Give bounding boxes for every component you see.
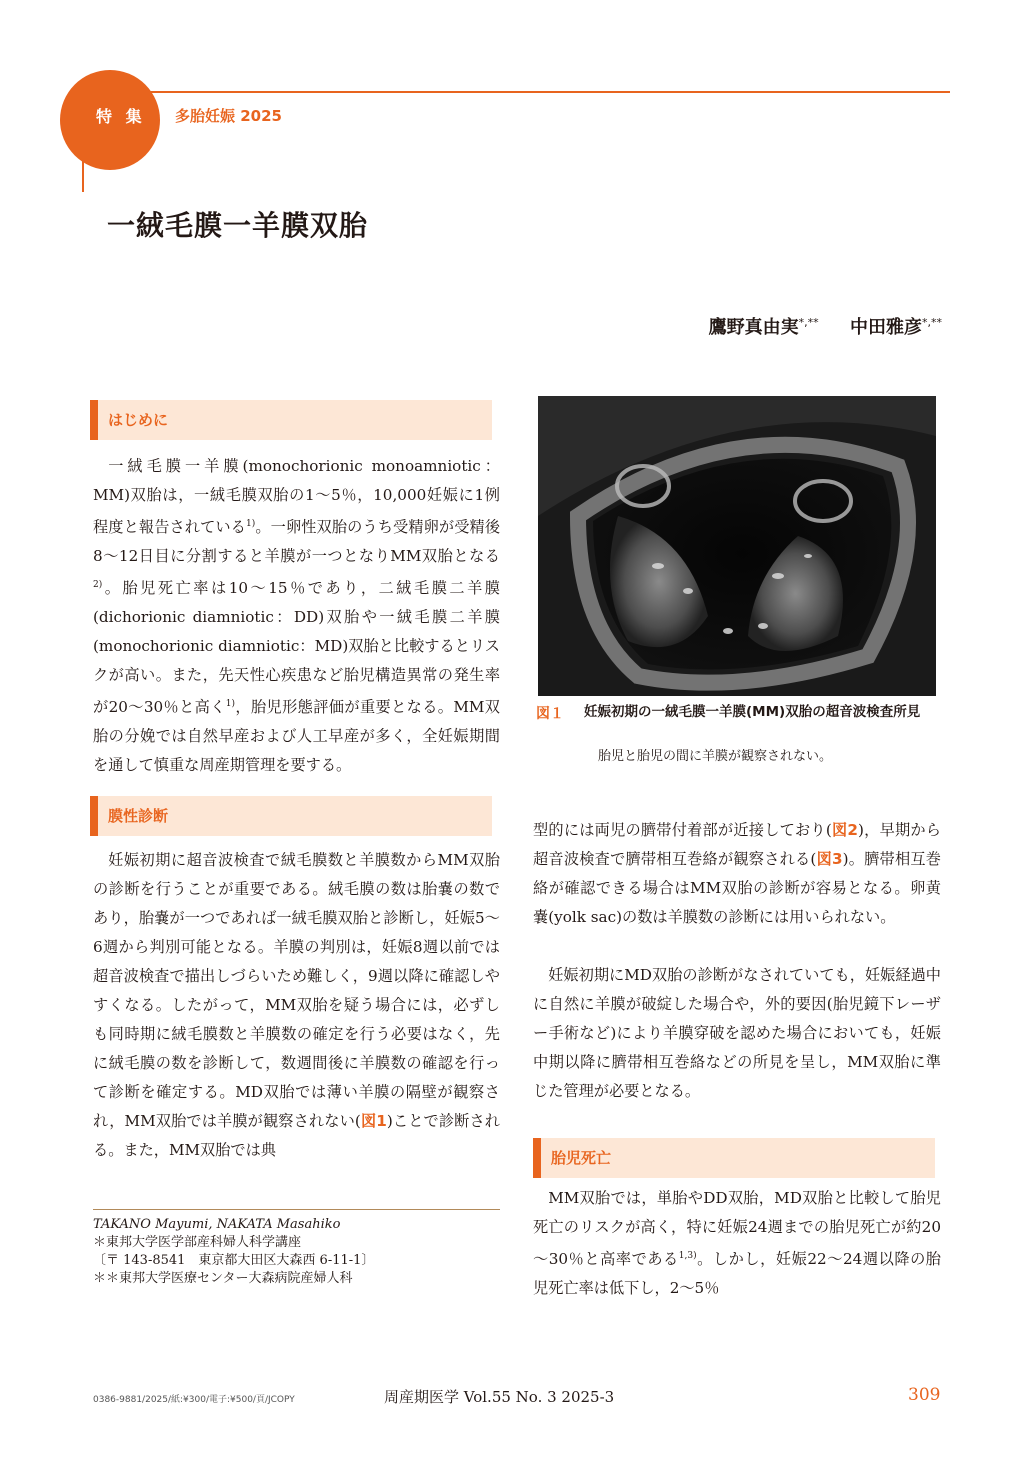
figure-ref-link[interactable]: 図2: [831, 821, 858, 839]
intro-paragraph: 一絨毛膜一羊膜(monochorionic monoamniotic：MM)双胎は，一絨毛膜双胎の1～5％，10,000妊娠に1例程度と報告されている$^{1)}$。一卵性双胎のうち受精卵が受精後8～12日目に分割すると羊膜が一つとなりMM双胎となる$^{2)}$。胎児死亡率は10～15％であり，二絨毛膜二羊膜(dichorionic diamniotic：DD)双胎や一絨毛膜二羊膜(monochorionic diamniotic：MD)双胎と比較するとリスクが高い。また，先天性心疾患など胎児構造異常の発生率が20～30％と高く$^{1)}$，胎児形態評価が重要となる。MM双胎の分娩では自然早産および人工早産が多く，全妊娠期間を通して慎重な周産期管理を要する。: [93, 457, 501, 775]
article-title: 一絨毛膜一羊膜双胎: [107, 209, 369, 242]
section-heading-intro: はじめに: [90, 400, 492, 440]
author-name: 中田雅彦: [850, 317, 922, 338]
author-mark: *,**: [922, 316, 942, 329]
citation: 1): [245, 519, 256, 529]
section-heading-membrane: 膜性診断: [90, 796, 492, 836]
section-heading-fetal-death: 胎児死亡: [533, 1138, 935, 1178]
author-list: [709, 313, 942, 339]
footnote: [93, 1216, 374, 1288]
author-romanized: TAKANO Mayumi, NAKATA Masahiko: [93, 1217, 341, 1232]
figure-ref-link[interactable]: 図3: [816, 850, 843, 868]
author-mark: *,**: [798, 316, 819, 329]
figure-label: 図１: [536, 706, 564, 722]
citation: 1): [225, 699, 236, 710]
ultrasound-scan: [538, 396, 936, 696]
fetal-death-paragraph: MM双胎では，単胎やDD双胎，MD双胎と比較して胎児死亡のリスクが高く，特に妊娠24週までの胎児死亡が約20～30％と高率である$^{1,3)}$。しかし，妊娠22～24週以降の胎児死亡率は低下し，2～5％: [533, 1189, 941, 1298]
citation: 1,3): [678, 1251, 697, 1261]
feature-label: 特 集: [96, 107, 146, 126]
figure-caption: 妊娠初期の一絨毛膜一羊膜(MM)双胎の超音波検査所見: [584, 704, 921, 720]
footer-code: 0386-9881/2025/紙:¥300/電子:¥500/頁/JCOPY: [93, 1395, 295, 1405]
author-name: 鷹野真由実: [708, 317, 799, 338]
footer-journal: 周産期医学 Vol.55 No. 3 2025-3: [384, 1388, 615, 1406]
footnote-rule: [93, 1209, 500, 1210]
page-number: 309: [908, 1385, 941, 1405]
membrane-paragraph-continued: 型的には両児の臍帯付着部が近接しており(図2)，早期から超音波検査で臍帯相互巻絡が観察される(図3)。臍帯相互巻絡が確認できる場合はMM双胎の診断が容易となる。卵黄嚢(yolk sac)の数は羊膜数の診断には用いられない。: [533, 821, 941, 926]
figure-note: 胎児と胎児の間に羊膜が観察されない。: [598, 749, 833, 764]
membrane-paragraph: 妊娠初期に超音波検査で絨毛膜数と羊膜数からMM双胎の診断を行うことが重要である。絨毛膜の数は胎嚢の数であり，胎嚢が一つであれば一絨毛膜双胎と診断し，妊娠5～6週から判別可能となる。羊膜の判別は，妊娠8週以前では超音波検査で描出しづらいため難しく，9週以降に確認しやすくなる。したがって，MM双胎を疑う場合には，必ずしも同時期に絨毛膜数と羊膜数の確定を行う必要はなく，先に絨毛膜の数を診断して，数週間後に羊膜数の確認を行って診断を確定する。MD双胎では薄い羊膜の隔壁が観察され，MM双胎では羊膜が観察されない(図1)ことで診断される。また，MM双胎では典: [93, 851, 500, 1159]
address: 〔〒 143-8541 東京都大田区大森西 6-11-1〕: [93, 1253, 375, 1268]
ultrasound-image: [538, 396, 936, 696]
affiliation-2: ＊＊東邦大学医療センター大森病院産婦人科: [93, 1271, 353, 1286]
membrane-paragraph-2: 妊娠初期にMD双胎の診断がなされていても，妊娠経過中に自然に羊膜が破綻した場合や，外的要因(胎児鏡下レーザー手術など)により羊膜穿破を認めた場合においても，妊娠中期以降に臍帯相互巻絡などの所見を呈し，MM双胎に準じた管理が必要となる。: [533, 966, 941, 1100]
header-vertical-rule: [82, 120, 84, 192]
header-rule: [82, 91, 950, 93]
series-title: 多胎妊娠 2025: [175, 107, 282, 125]
citation: 2): [93, 580, 103, 591]
figure-ref-link[interactable]: 図1: [360, 1112, 387, 1130]
affiliation-1: ＊東邦大学医学部産科婦人科学講座: [93, 1235, 302, 1250]
